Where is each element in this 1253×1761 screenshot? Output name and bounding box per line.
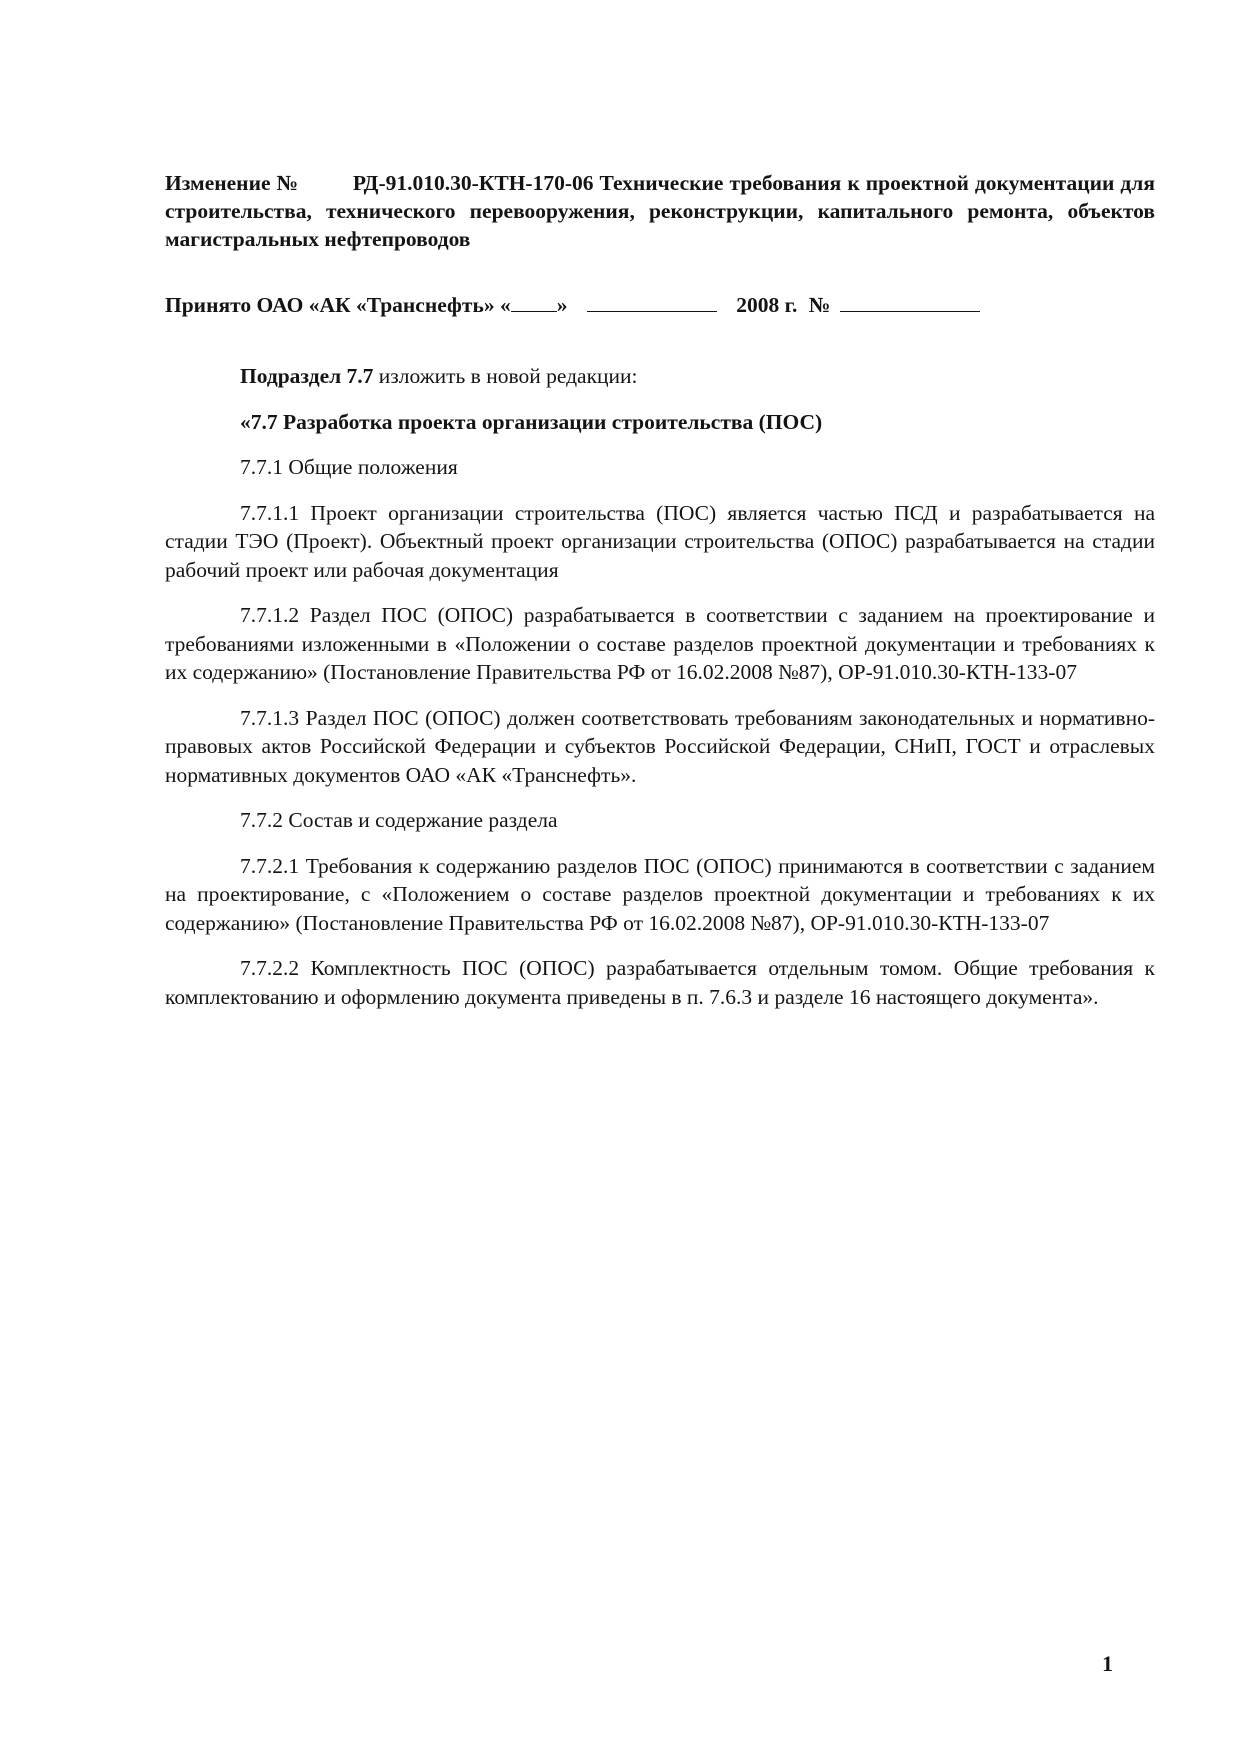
intro-rest: изложить в новой редакции: — [373, 364, 638, 388]
paragraph-7-7-1-2: 7.7.1.2 Раздел ПОС (ОПОС) разрабатывается в соответствии с заданием на проектирование и требованиями изложенными в «Положении о составе разделов проектной документации и требованиях к их содержанию» (Постановление Правительства РФ от 16.02.2008 №87), ОР-91.010.30-КТН-133-07 — [165, 603, 1155, 684]
change-header — [165, 169, 1155, 253]
month-blank — [587, 291, 717, 312]
accepted-quote-close: » — [556, 293, 568, 317]
paragraph-7-7-1-3: 7.7.1.3 Раздел ПОС (ОПОС) должен соответствовать требованиям законодательных и нормативно-правовых актов Российской Федерации и субъектов Российской Федерации, СНиП, ГОСТ и отраслевых нормативных документов ОАО «АК «Транснефть». — [165, 705, 1155, 787]
intro-bold: Подраздел 7.7 — [240, 364, 374, 388]
section-title: «7.7 Разработка проекта организации строительства (ПОС) — [240, 409, 823, 434]
subsection-heading-7-7-2: 7.7.2 Состав и содержание раздела — [240, 808, 558, 832]
accepted-number-label: № — [808, 293, 831, 317]
intro-paragraph — [165, 362, 1155, 391]
document-body — [165, 362, 1155, 1028]
subsection-heading-7-7-1: 7.7.1 Общие положения — [240, 455, 458, 479]
page-number: 1 — [1102, 1651, 1113, 1676]
number-blank — [840, 291, 980, 312]
paragraph-7-7-1-1: 7.7.1.1 Проект организации строительства (ПОС) является частью ПСД и разрабатывается на стадии ТЭО (Проект). Объектный проект организации строительства (ОПОС) разрабатывается на стадии рабочий проект или рабочая документация — [165, 500, 1155, 582]
change-title: РД-91.010.30-КТН-170-06 Технические требования к проектной документации для строительства, технического перевооружения, реконструкции, капитального ремонта, объектов магистральных нефтепроводов — [165, 171, 1155, 251]
day-blank — [511, 291, 557, 312]
accepted-line — [165, 291, 1155, 319]
accepted-prefix: Принято ОАО «АК «Транснефть» « — [165, 293, 511, 317]
paragraph-7-7-2-2: 7.7.2.2 Комплектность ПОС (ОПОС) разрабатывается отдельным томом. Общие требования к комплектованию и оформлению документа приведены в п. 7.6.3 и разделе 16 настоящего документа». — [165, 956, 1155, 1009]
change-label: Изменение № — [165, 171, 299, 195]
paragraph-7-7-2-1: 7.7.2.1 Требования к содержанию разделов ПОС (ОПОС) принимаются в соответствии с заданием на проектирование, с «Положением о составе разделов проектной документации и требованиях к их содержанию» (Постановление Правительства РФ от 16.02.2008 №87), ОР-91.010.30-КТН-133-07 — [165, 853, 1155, 935]
accepted-year: 2008 г. — [736, 293, 798, 317]
